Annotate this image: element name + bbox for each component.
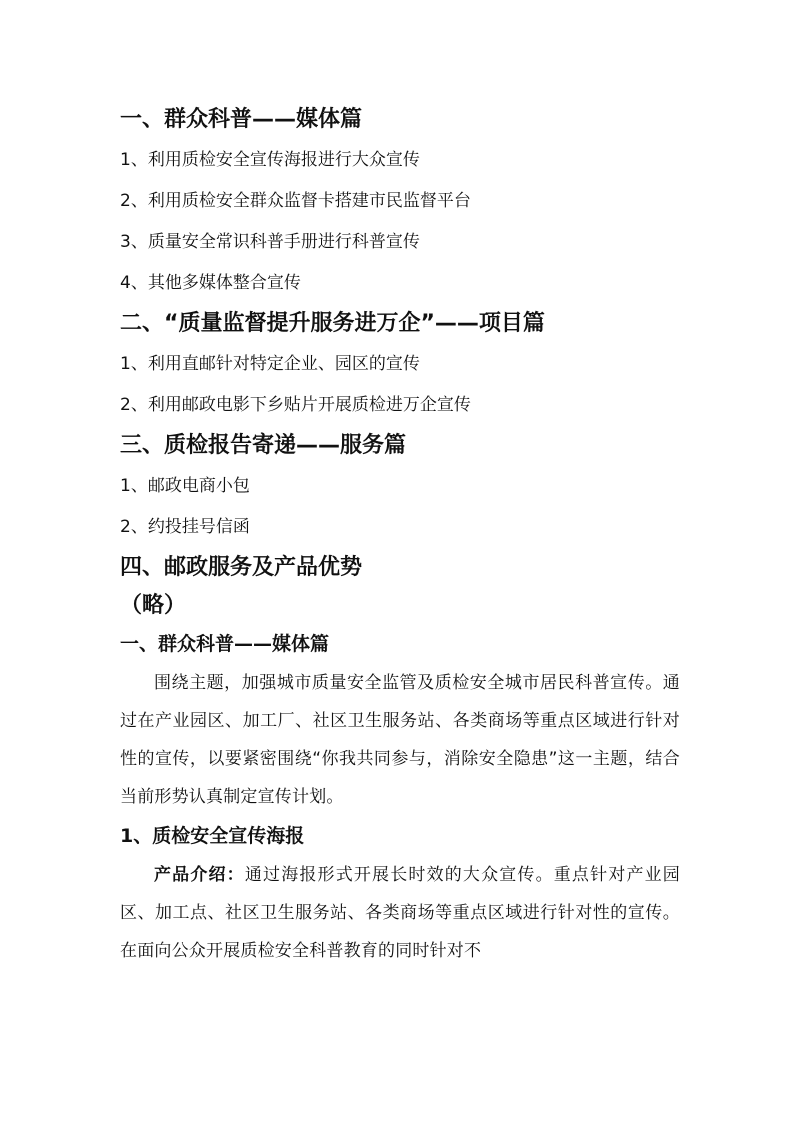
section-1-item: 4、其他多媒体整合宣传 — [120, 273, 301, 293]
section-2-item: 1、利用直邮针对特定企业、园区的宣传 — [120, 354, 420, 374]
section-3-item: 2、约投挂号信函 — [120, 517, 250, 537]
intro-text: 围绕主题，加强城市质量安全监管及质检安全城市居民科普宣传。通过在产业园区、加工厂、社区卫生服务站、各类商场等重点区域进行针对性的宣传，以要紧密围绕“你我共同参与，消除安全隐患”这一主题， — [120, 673, 680, 769]
intro-paragraph — [120, 664, 680, 816]
poster-heading: 1、质检安全宣传海报 — [120, 825, 305, 847]
section-4-title: 四、邮政服务及产品优势 — [120, 555, 363, 580]
section-4-note: （略） — [120, 593, 187, 618]
section-3-item: 1、邮政电商小包 — [120, 476, 250, 496]
section-1-title: 一、群众科普——媒体篇 — [120, 107, 363, 132]
product-label: 产品介绍： — [154, 865, 245, 885]
intro-text-end: 结合当前形势认真制定宣传计划。 — [120, 749, 680, 807]
section-2-item: 2、利用邮政电影下乡贴片开展质检进万企宣传 — [120, 395, 471, 415]
section-2-title: 二、“质量监督提升服务进万企”——项目篇 — [120, 311, 545, 336]
product-paragraph — [120, 856, 680, 970]
section-1-item: 1、利用质检安全宣传海报进行大众宣传 — [120, 150, 420, 170]
product-text: 通过海报形式开展长时效的大众宣传。重点针对产业园区、加工点、社区卫生服务站、各类商场等重点区域进行针对性的宣传。在面向公众开展质检安全科普教育的同时针对不 — [120, 865, 680, 961]
document-body — [120, 100, 680, 970]
section-3-title: 三、质检报告寄递——服务篇 — [120, 433, 407, 458]
section-1-item: 2、利用质检安全群众监督卡搭建市民监督平台 — [120, 191, 471, 211]
detail-heading: 一、群众科普——媒体篇 — [120, 633, 330, 655]
section-1-item: 3、质量安全常识科普手册进行科普宣传 — [120, 232, 420, 252]
